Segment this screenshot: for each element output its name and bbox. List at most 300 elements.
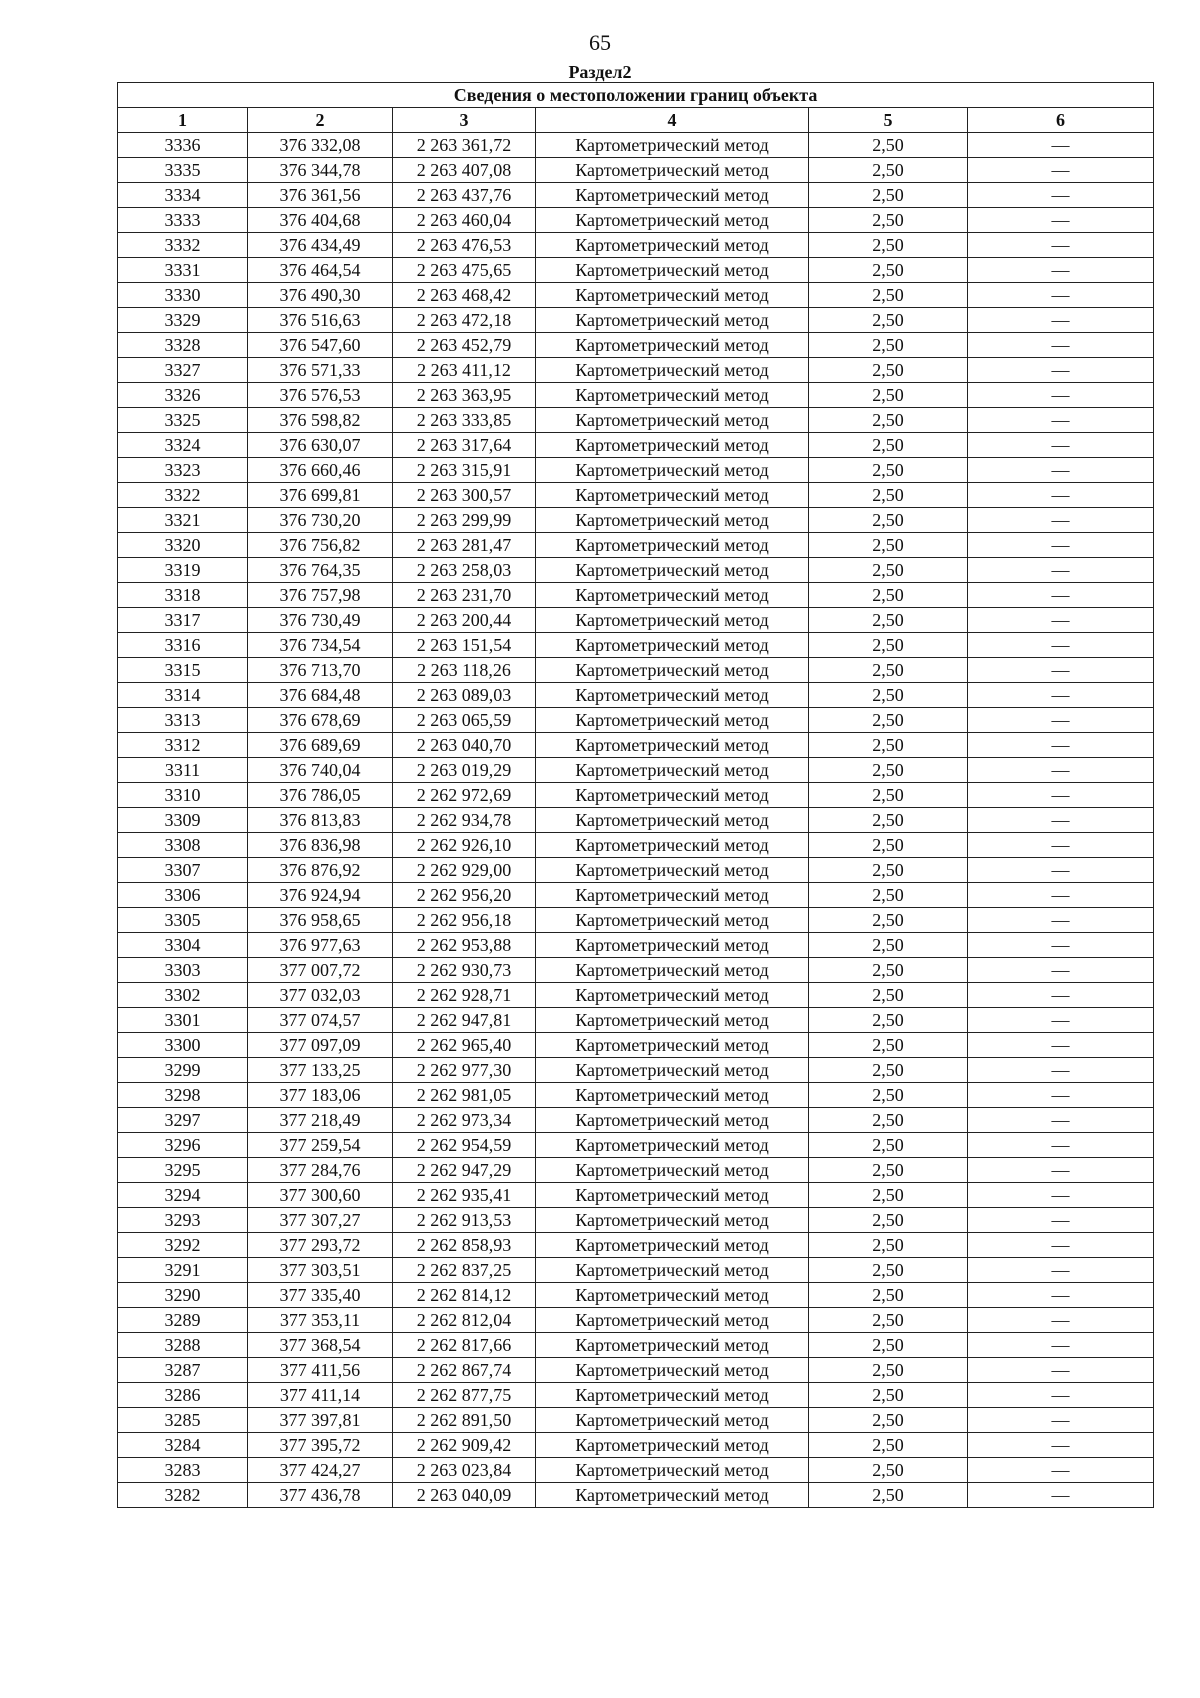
cell-accuracy: 2,50 <box>809 1458 968 1483</box>
cell-point-number: 3304 <box>118 933 248 958</box>
cell-description: — <box>968 258 1154 283</box>
cell-description: — <box>968 1433 1154 1458</box>
cell-method: Картометрический метод <box>536 1408 809 1433</box>
cell-coordinate-y: 2 263 437,76 <box>393 183 536 208</box>
table-caption-row <box>118 83 1154 108</box>
cell-point-number: 3292 <box>118 1233 248 1258</box>
cell-method: Картометрический метод <box>536 1433 809 1458</box>
cell-description: — <box>968 608 1154 633</box>
cell-coordinate-x: 376 660,46 <box>248 458 393 483</box>
table-row <box>118 883 1154 908</box>
cell-coordinate-y: 2 263 089,03 <box>393 683 536 708</box>
cell-description: — <box>968 1083 1154 1108</box>
cell-description: — <box>968 308 1154 333</box>
cell-accuracy: 2,50 <box>809 1208 968 1233</box>
cell-accuracy: 2,50 <box>809 1183 968 1208</box>
cell-method: Картометрический метод <box>536 133 809 158</box>
table-row <box>118 1183 1154 1208</box>
cell-point-number: 3310 <box>118 783 248 808</box>
cell-accuracy: 2,50 <box>809 383 968 408</box>
cell-coordinate-x: 377 411,14 <box>248 1383 393 1408</box>
cell-coordinate-y: 2 262 977,30 <box>393 1058 536 1083</box>
cell-description: — <box>968 1333 1154 1358</box>
cell-coordinate-y: 2 263 118,26 <box>393 658 536 683</box>
cell-method: Картометрический метод <box>536 308 809 333</box>
cell-coordinate-y: 2 262 909,42 <box>393 1433 536 1458</box>
cell-coordinate-x: 376 434,49 <box>248 233 393 258</box>
cell-method: Картометрический метод <box>536 583 809 608</box>
cell-description: — <box>968 1183 1154 1208</box>
cell-description: — <box>968 1283 1154 1308</box>
table-row <box>118 283 1154 308</box>
table-row <box>118 433 1154 458</box>
cell-accuracy: 2,50 <box>809 1433 968 1458</box>
cell-point-number: 3309 <box>118 808 248 833</box>
cell-accuracy: 2,50 <box>809 758 968 783</box>
cell-accuracy: 2,50 <box>809 658 968 683</box>
table-row <box>118 1033 1154 1058</box>
table-row <box>118 1458 1154 1483</box>
cell-accuracy: 2,50 <box>809 1108 968 1133</box>
cell-description: — <box>968 758 1154 783</box>
cell-method: Картометрический метод <box>536 658 809 683</box>
cell-point-number: 3326 <box>118 383 248 408</box>
cell-method: Картометрический метод <box>536 333 809 358</box>
cell-point-number: 3298 <box>118 1083 248 1108</box>
cell-coordinate-x: 377 183,06 <box>248 1083 393 1108</box>
table-row <box>118 1433 1154 1458</box>
cell-coordinate-x: 377 218,49 <box>248 1108 393 1133</box>
cell-method: Картометрический метод <box>536 783 809 808</box>
cell-coordinate-x: 376 547,60 <box>248 333 393 358</box>
cell-coordinate-y: 2 262 953,88 <box>393 933 536 958</box>
cell-method: Картометрический метод <box>536 1133 809 1158</box>
cell-coordinate-y: 2 262 891,50 <box>393 1408 536 1433</box>
table-row <box>118 333 1154 358</box>
cell-accuracy: 2,50 <box>809 1283 968 1308</box>
cell-point-number: 3302 <box>118 983 248 1008</box>
cell-method: Картометрический метод <box>536 983 809 1008</box>
cell-method: Картометрический метод <box>536 683 809 708</box>
table-row <box>118 1358 1154 1383</box>
cell-description: — <box>968 708 1154 733</box>
cell-accuracy: 2,50 <box>809 1008 968 1033</box>
cell-coordinate-y: 2 263 468,42 <box>393 283 536 308</box>
cell-point-number: 3290 <box>118 1283 248 1308</box>
cell-coordinate-y: 2 263 476,53 <box>393 233 536 258</box>
cell-coordinate-x: 376 576,53 <box>248 383 393 408</box>
cell-coordinate-x: 377 307,27 <box>248 1208 393 1233</box>
column-header-2: 2 <box>248 108 393 133</box>
table-row <box>118 558 1154 583</box>
cell-accuracy: 2,50 <box>809 1058 968 1083</box>
page-number: 65 <box>589 30 611 55</box>
cell-point-number: 3308 <box>118 833 248 858</box>
table-row <box>118 1108 1154 1133</box>
table-row <box>118 1408 1154 1433</box>
cell-point-number: 3320 <box>118 533 248 558</box>
cell-coordinate-y: 2 263 475,65 <box>393 258 536 283</box>
cell-accuracy: 2,50 <box>809 983 968 1008</box>
cell-accuracy: 2,50 <box>809 1483 968 1508</box>
cell-accuracy: 2,50 <box>809 258 968 283</box>
cell-point-number: 3330 <box>118 283 248 308</box>
cell-coordinate-y: 2 263 411,12 <box>393 358 536 383</box>
cell-description: — <box>968 1108 1154 1133</box>
cell-point-number: 3301 <box>118 1008 248 1033</box>
cell-method: Картометрический метод <box>536 533 809 558</box>
table-row <box>118 858 1154 883</box>
cell-coordinate-y: 2 262 956,20 <box>393 883 536 908</box>
cell-point-number: 3315 <box>118 658 248 683</box>
cell-point-number: 3288 <box>118 1333 248 1358</box>
cell-method: Картометрический метод <box>536 508 809 533</box>
table-row <box>118 658 1154 683</box>
cell-coordinate-y: 2 263 065,59 <box>393 708 536 733</box>
cell-coordinate-y: 2 263 315,91 <box>393 458 536 483</box>
cell-coordinate-x: 377 074,57 <box>248 1008 393 1033</box>
cell-description: — <box>968 1258 1154 1283</box>
column-header-3: 3 <box>393 108 536 133</box>
cell-coordinate-y: 2 262 973,34 <box>393 1108 536 1133</box>
table-caption: Сведения о местоположении границ объекта <box>118 83 1154 108</box>
cell-accuracy: 2,50 <box>809 1333 968 1358</box>
cell-method: Картометрический метод <box>536 1058 809 1083</box>
cell-coordinate-x: 376 516,63 <box>248 308 393 333</box>
cell-method: Картометрический метод <box>536 1258 809 1283</box>
cell-coordinate-y: 2 262 930,73 <box>393 958 536 983</box>
cell-coordinate-y: 2 262 926,10 <box>393 833 536 858</box>
cell-point-number: 3299 <box>118 1058 248 1083</box>
cell-point-number: 3300 <box>118 1033 248 1058</box>
cell-coordinate-y: 2 263 472,18 <box>393 308 536 333</box>
cell-description: — <box>968 833 1154 858</box>
cell-method: Картометрический метод <box>536 433 809 458</box>
cell-coordinate-y: 2 262 956,18 <box>393 908 536 933</box>
cell-point-number: 3313 <box>118 708 248 733</box>
cell-coordinate-y: 2 263 333,85 <box>393 408 536 433</box>
cell-description: — <box>968 658 1154 683</box>
table-row <box>118 783 1154 808</box>
column-header-4: 4 <box>536 108 809 133</box>
cell-method: Картометрический метод <box>536 383 809 408</box>
cell-description: — <box>968 558 1154 583</box>
cell-accuracy: 2,50 <box>809 158 968 183</box>
table-row <box>118 808 1154 833</box>
cell-method: Картометрический метод <box>536 733 809 758</box>
cell-description: — <box>968 1308 1154 1333</box>
cell-description: — <box>968 358 1154 383</box>
cell-coordinate-x: 376 332,08 <box>248 133 393 158</box>
cell-method: Картометрический метод <box>536 1308 809 1333</box>
cell-coordinate-y: 2 262 814,12 <box>393 1283 536 1308</box>
cell-description: — <box>968 908 1154 933</box>
cell-coordinate-x: 376 836,98 <box>248 833 393 858</box>
cell-accuracy: 2,50 <box>809 1258 968 1283</box>
table-row <box>118 633 1154 658</box>
cell-description: — <box>968 1033 1154 1058</box>
cell-coordinate-x: 376 630,07 <box>248 433 393 458</box>
cell-description: — <box>968 958 1154 983</box>
cell-description: — <box>968 508 1154 533</box>
cell-coordinate-x: 377 007,72 <box>248 958 393 983</box>
cell-coordinate-x: 376 361,56 <box>248 183 393 208</box>
cell-coordinate-x: 376 876,92 <box>248 858 393 883</box>
cell-point-number: 3296 <box>118 1133 248 1158</box>
cell-description: — <box>968 583 1154 608</box>
table-row <box>118 683 1154 708</box>
cell-coordinate-y: 2 262 972,69 <box>393 783 536 808</box>
cell-accuracy: 2,50 <box>809 883 968 908</box>
cell-coordinate-y: 2 263 281,47 <box>393 533 536 558</box>
cell-description: — <box>968 633 1154 658</box>
column-header-6: 6 <box>968 108 1154 133</box>
table-row <box>118 608 1154 633</box>
cell-coordinate-y: 2 263 460,04 <box>393 208 536 233</box>
cell-accuracy: 2,50 <box>809 358 968 383</box>
cell-point-number: 3283 <box>118 1458 248 1483</box>
cell-method: Картометрический метод <box>536 158 809 183</box>
cell-coordinate-x: 376 740,04 <box>248 758 393 783</box>
table-row <box>118 208 1154 233</box>
cell-method: Картометрический метод <box>536 1108 809 1133</box>
cell-accuracy: 2,50 <box>809 808 968 833</box>
cell-accuracy: 2,50 <box>809 908 968 933</box>
cell-description: — <box>968 1208 1154 1233</box>
cell-coordinate-x: 376 786,05 <box>248 783 393 808</box>
cell-accuracy: 2,50 <box>809 783 968 808</box>
cell-coordinate-x: 376 734,54 <box>248 633 393 658</box>
cell-description: — <box>968 408 1154 433</box>
cell-coordinate-x: 376 598,82 <box>248 408 393 433</box>
cell-coordinate-x: 376 678,69 <box>248 708 393 733</box>
cell-method: Картометрический метод <box>536 1383 809 1408</box>
table-row <box>118 958 1154 983</box>
cell-accuracy: 2,50 <box>809 333 968 358</box>
cell-method: Картометрический метод <box>536 1333 809 1358</box>
cell-method: Картометрический метод <box>536 1008 809 1033</box>
cell-accuracy: 2,50 <box>809 933 968 958</box>
cell-point-number: 3285 <box>118 1408 248 1433</box>
table-row <box>118 933 1154 958</box>
cell-method: Картометрический метод <box>536 633 809 658</box>
table-row <box>118 1258 1154 1283</box>
cell-coordinate-y: 2 262 929,00 <box>393 858 536 883</box>
cell-accuracy: 2,50 <box>809 1133 968 1158</box>
table-row <box>118 308 1154 333</box>
cell-point-number: 3328 <box>118 333 248 358</box>
cell-description: — <box>968 158 1154 183</box>
cell-coordinate-y: 2 263 023,84 <box>393 1458 536 1483</box>
cell-point-number: 3306 <box>118 883 248 908</box>
cell-description: — <box>968 933 1154 958</box>
cell-coordinate-y: 2 262 981,05 <box>393 1083 536 1108</box>
cell-point-number: 3319 <box>118 558 248 583</box>
cell-coordinate-y: 2 262 928,71 <box>393 983 536 1008</box>
table-row <box>118 1308 1154 1333</box>
cell-coordinate-y: 2 263 407,08 <box>393 158 536 183</box>
table-row <box>118 583 1154 608</box>
cell-point-number: 3325 <box>118 408 248 433</box>
cell-description: — <box>968 1383 1154 1408</box>
cell-coordinate-y: 2 263 299,99 <box>393 508 536 533</box>
cell-coordinate-y: 2 262 837,25 <box>393 1258 536 1283</box>
cell-point-number: 3332 <box>118 233 248 258</box>
cell-coordinate-y: 2 262 947,29 <box>393 1158 536 1183</box>
cell-coordinate-x: 377 395,72 <box>248 1433 393 1458</box>
cell-coordinate-y: 2 263 151,54 <box>393 633 536 658</box>
cell-description: — <box>968 383 1154 408</box>
cell-coordinate-x: 376 490,30 <box>248 283 393 308</box>
cell-coordinate-y: 2 262 877,75 <box>393 1383 536 1408</box>
cell-point-number: 3287 <box>118 1358 248 1383</box>
table-row <box>118 1383 1154 1408</box>
cell-accuracy: 2,50 <box>809 683 968 708</box>
cell-point-number: 3307 <box>118 858 248 883</box>
cell-coordinate-y: 2 263 231,70 <box>393 583 536 608</box>
table-row <box>118 183 1154 208</box>
cell-point-number: 3289 <box>118 1308 248 1333</box>
cell-point-number: 3333 <box>118 208 248 233</box>
cell-coordinate-x: 377 097,09 <box>248 1033 393 1058</box>
cell-point-number: 3336 <box>118 133 248 158</box>
cell-description: — <box>968 1358 1154 1383</box>
cell-coordinate-x: 376 813,83 <box>248 808 393 833</box>
cell-accuracy: 2,50 <box>809 483 968 508</box>
table-row <box>118 1283 1154 1308</box>
cell-coordinate-y: 2 262 965,40 <box>393 1033 536 1058</box>
cell-method: Картометрический метод <box>536 283 809 308</box>
cell-coordinate-x: 377 133,25 <box>248 1058 393 1083</box>
table-row <box>118 233 1154 258</box>
cell-coordinate-x: 376 730,20 <box>248 508 393 533</box>
cell-coordinate-x: 377 335,40 <box>248 1283 393 1308</box>
cell-accuracy: 2,50 <box>809 1383 968 1408</box>
cell-coordinate-y: 2 262 935,41 <box>393 1183 536 1208</box>
column-header-1: 1 <box>118 108 248 133</box>
cell-description: — <box>968 333 1154 358</box>
cell-coordinate-x: 376 344,78 <box>248 158 393 183</box>
cell-description: — <box>968 1158 1154 1183</box>
cell-description: — <box>968 483 1154 508</box>
cell-point-number: 3335 <box>118 158 248 183</box>
cell-accuracy: 2,50 <box>809 558 968 583</box>
cell-accuracy: 2,50 <box>809 1233 968 1258</box>
cell-coordinate-x: 377 032,03 <box>248 983 393 1008</box>
cell-coordinate-y: 2 262 817,66 <box>393 1333 536 1358</box>
cell-coordinate-x: 376 958,65 <box>248 908 393 933</box>
cell-coordinate-x: 377 368,54 <box>248 1333 393 1358</box>
cell-point-number: 3316 <box>118 633 248 658</box>
cell-method: Картометрический метод <box>536 808 809 833</box>
cell-description: — <box>968 1133 1154 1158</box>
cell-coordinate-y: 2 263 317,64 <box>393 433 536 458</box>
cell-point-number: 3286 <box>118 1383 248 1408</box>
table-row <box>118 983 1154 1008</box>
table-row <box>118 1133 1154 1158</box>
cell-coordinate-x: 377 353,11 <box>248 1308 393 1333</box>
cell-description: — <box>968 433 1154 458</box>
table-row <box>118 1483 1154 1508</box>
cell-coordinate-y: 2 262 934,78 <box>393 808 536 833</box>
cell-method: Картометрический метод <box>536 258 809 283</box>
cell-accuracy: 2,50 <box>809 1033 968 1058</box>
cell-coordinate-x: 377 284,76 <box>248 1158 393 1183</box>
cell-coordinate-x: 376 699,81 <box>248 483 393 508</box>
cell-point-number: 3331 <box>118 258 248 283</box>
cell-coordinate-x: 377 424,27 <box>248 1458 393 1483</box>
cell-accuracy: 2,50 <box>809 133 968 158</box>
cell-coordinate-x: 376 713,70 <box>248 658 393 683</box>
cell-coordinate-x: 376 756,82 <box>248 533 393 558</box>
cell-method: Картометрический метод <box>536 1083 809 1108</box>
cell-coordinate-x: 376 757,98 <box>248 583 393 608</box>
cell-point-number: 3312 <box>118 733 248 758</box>
cell-accuracy: 2,50 <box>809 958 968 983</box>
cell-description: — <box>968 1008 1154 1033</box>
cell-accuracy: 2,50 <box>809 1358 968 1383</box>
cell-coordinate-y: 2 263 040,09 <box>393 1483 536 1508</box>
cell-coordinate-y: 2 262 947,81 <box>393 1008 536 1033</box>
cell-point-number: 3291 <box>118 1258 248 1283</box>
cell-description: — <box>968 283 1154 308</box>
table-row <box>118 908 1154 933</box>
cell-method: Картометрический метод <box>536 908 809 933</box>
cell-coordinate-x: 376 924,94 <box>248 883 393 908</box>
cell-accuracy: 2,50 <box>809 708 968 733</box>
cell-point-number: 3294 <box>118 1183 248 1208</box>
cell-coordinate-y: 2 263 363,95 <box>393 383 536 408</box>
cell-coordinate-y: 2 263 040,70 <box>393 733 536 758</box>
cell-coordinate-x: 376 684,48 <box>248 683 393 708</box>
cell-coordinate-x: 377 259,54 <box>248 1133 393 1158</box>
cell-coordinate-y: 2 262 913,53 <box>393 1208 536 1233</box>
cell-coordinate-y: 2 263 019,29 <box>393 758 536 783</box>
cell-accuracy: 2,50 <box>809 833 968 858</box>
cell-accuracy: 2,50 <box>809 408 968 433</box>
cell-description: — <box>968 533 1154 558</box>
cell-coordinate-y: 2 263 200,44 <box>393 608 536 633</box>
cell-accuracy: 2,50 <box>809 283 968 308</box>
table-row <box>118 383 1154 408</box>
table-row <box>118 408 1154 433</box>
cell-coordinate-x: 377 300,60 <box>248 1183 393 1208</box>
cell-point-number: 3282 <box>118 1483 248 1508</box>
cell-coordinate-y: 2 263 300,57 <box>393 483 536 508</box>
cell-coordinate-y: 2 262 954,59 <box>393 1133 536 1158</box>
table-row <box>118 1158 1154 1183</box>
cell-coordinate-x: 376 977,63 <box>248 933 393 958</box>
table-row <box>118 1083 1154 1108</box>
cell-description: — <box>968 1233 1154 1258</box>
cell-accuracy: 2,50 <box>809 433 968 458</box>
cell-method: Картометрический метод <box>536 608 809 633</box>
cell-method: Картометрический метод <box>536 933 809 958</box>
cell-coordinate-x: 377 411,56 <box>248 1358 393 1383</box>
cell-point-number: 3303 <box>118 958 248 983</box>
cell-description: — <box>968 1408 1154 1433</box>
table-row <box>118 483 1154 508</box>
cell-method: Картометрический метод <box>536 358 809 383</box>
cell-description: — <box>968 133 1154 158</box>
cell-method: Картометрический метод <box>536 1033 809 1058</box>
table-row <box>118 758 1154 783</box>
cell-description: — <box>968 683 1154 708</box>
cell-accuracy: 2,50 <box>809 1083 968 1108</box>
cell-method: Картометрический метод <box>536 1483 809 1508</box>
cell-coordinate-x: 376 404,68 <box>248 208 393 233</box>
cell-description: — <box>968 808 1154 833</box>
